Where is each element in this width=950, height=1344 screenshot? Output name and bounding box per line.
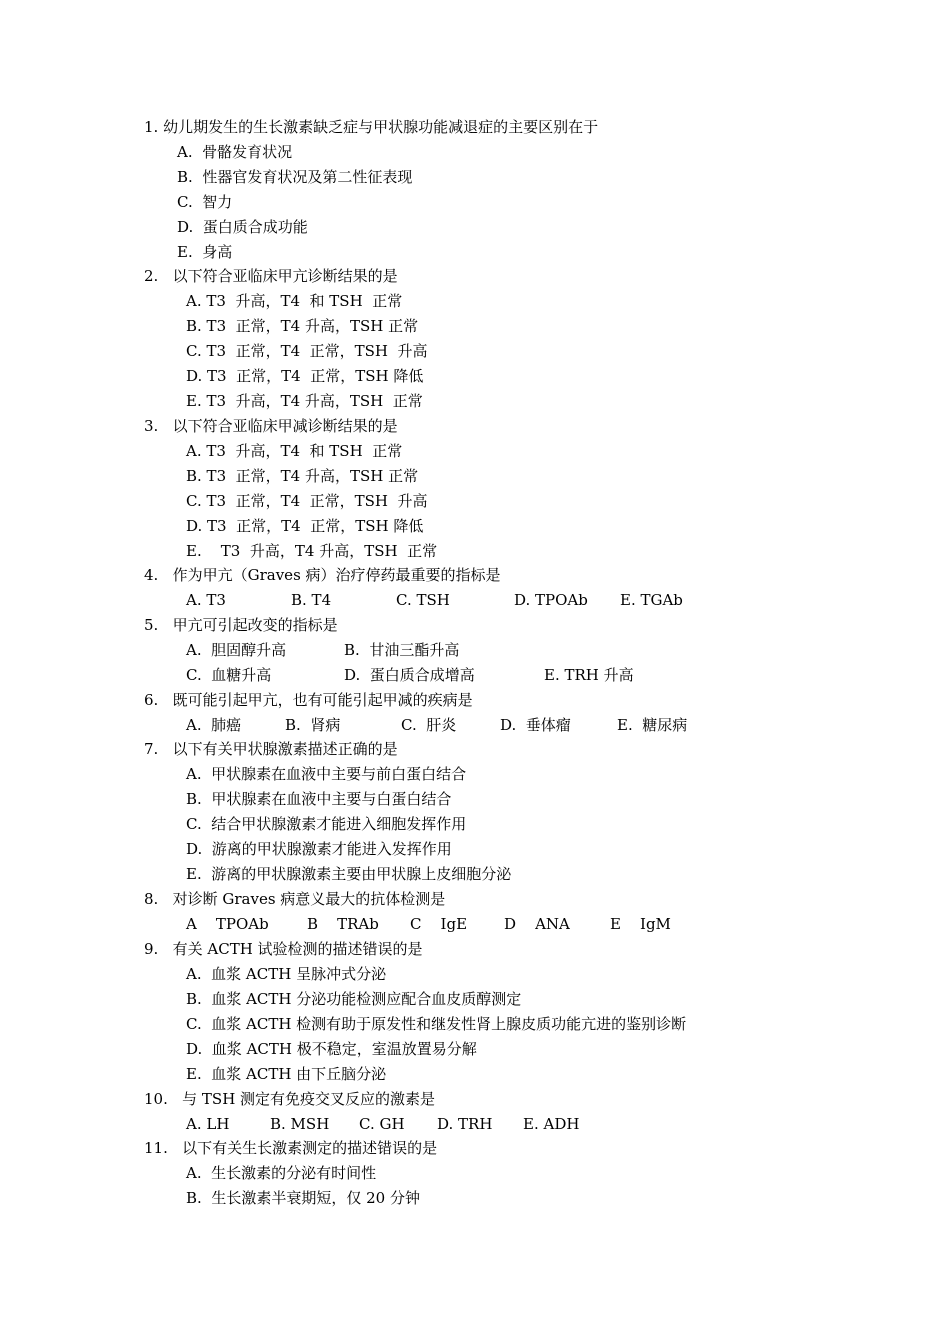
question-10-option-e: E. ADH [523,1115,580,1133]
question-4-option-e: E. TGAb [620,591,683,609]
question-4-option-a: A. T3 [186,591,226,609]
question-10-option-d: D. TRH [437,1115,493,1133]
question-6-option-a: A. 肺癌 [186,716,242,734]
question-8-option-a: A TPOAb [186,915,269,933]
question-9-option-c: C. 血浆 ACTH 检测有助于原发性和继发性肾上腺皮质功能亢进的鉴别诊断 [186,1015,687,1033]
question-5-option-e: E. TRH 升高 [544,666,634,684]
question-7-option-d: D. 游离的甲状腺激素才能进入发挥作用 [186,840,452,858]
question-4-option-c: C. TSH [396,591,450,609]
question-8-stem: 8. 对诊断 Graves 病意义最大的抗体检测是 [144,890,446,908]
question-11-option-a: A. 生长激素的分泌有时间性 [186,1164,377,1182]
question-9-option-e: E. 血浆 ACTH 由下丘脑分泌 [186,1065,387,1083]
question-4-option-d: D. TPOAb [514,591,588,609]
question-3-option-c: C. T3 正常，T4 正常，TSH 升高 [186,492,428,510]
question-8-option-b: B TRAb [307,915,379,933]
question-9-option-b: B. 血浆 ACTH 分泌功能检测应配合血皮质醇测定 [186,990,522,1008]
question-7-option-b: B. 甲状腺素在血液中主要与白蛋白结合 [186,790,452,808]
question-4-stem: 4. 作为甲亢（Graves 病）治疗停药最重要的指标是 [144,566,501,584]
question-2-option-e: E. T3 升高，T4 升高，TSH 正常 [186,392,423,410]
question-2-option-b: B. T3 正常，T4 升高，TSH 正常 [186,317,419,335]
question-1-option-b: B. 性器官发育状况及第二性征表现 [177,168,413,186]
question-6-option-c: C. 肝炎 [401,716,457,734]
question-6-option-e: E. 糖尿病 [617,716,688,734]
question-7-option-c: C. 结合甲状腺激素才能进入细胞发挥作用 [186,815,467,833]
question-2-option-c: C. T3 正常，T4 正常，TSH 升高 [186,342,428,360]
question-5-option-a: A. 胆固醇升高 [186,641,287,659]
question-9-option-a: A. 血浆 ACTH 呈脉冲式分泌 [186,965,387,983]
question-1-stem: 1. 幼儿期发生的生长激素缺乏症与甲状腺功能减退症的主要区别在于 [144,118,599,136]
question-1-option-d: D. 蛋白质合成功能 [177,218,308,236]
question-5-stem: 5. 甲亢可引起改变的指标是 [144,616,338,634]
question-8-option-c: C IgE [410,915,468,933]
question-7-stem: 7. 以下有关甲状腺激素描述正确的是 [144,740,398,758]
question-1-option-a: A. 骨骼发育状况 [177,143,293,161]
question-5-option-b: B. 甘油三酯升高 [344,641,460,659]
question-10-option-c: C. GH [359,1115,405,1133]
question-10-stem: 10. 与 TSH 测定有免疫交叉反应的激素是 [144,1090,436,1108]
question-3-stem: 3. 以下符合亚临床甲减诊断结果的是 [144,417,398,435]
question-9-option-d: D. 血浆 ACTH 极不稳定，室温放置易分解 [186,1040,477,1058]
question-3-option-d: D. T3 正常，T4 正常，TSH 降低 [186,517,424,535]
question-2-option-a: A. T3 升高，T4 和 TSH 正常 [186,292,403,310]
question-5-option-d: D. 蛋白质合成增高 [344,666,475,684]
question-6-option-d: D. 垂体瘤 [500,716,571,734]
question-11-option-b: B. 生长激素半衰期短，仅 20 分钟 [186,1189,420,1207]
question-10-option-b: B. MSH [270,1115,330,1133]
question-4-option-b: B. T4 [291,591,332,609]
question-8-option-d: D ANA [504,915,570,933]
question-8-option-e: E IgM [610,915,671,933]
question-2-option-d: D. T3 正常，T4 正常，TSH 降低 [186,367,424,385]
question-10-option-a: A. LH [186,1115,230,1133]
question-3-option-a: A. T3 升高，T4 和 TSH 正常 [186,442,403,460]
question-5-option-c: C. 血糖升高 [186,666,272,684]
question-1-option-e: E. 身高 [177,243,233,261]
question-6-option-b: B. 肾病 [285,716,341,734]
question-7-option-e: E. 游离的甲状腺激素主要由甲状腺上皮细胞分泌 [186,865,512,883]
question-6-stem: 6. 既可能引起甲亢，也有可能引起甲减的疾病是 [144,691,473,709]
question-11-stem: 11. 以下有关生长激素测定的描述错误的是 [144,1139,438,1157]
question-3-option-e: E. T3 升高，T4 升高，TSH 正常 [186,542,438,560]
question-7-option-a: A. 甲状腺素在血液中主要与前白蛋白结合 [186,765,467,783]
question-2-stem: 2. 以下符合亚临床甲亢诊断结果的是 [144,267,398,285]
question-1-option-c: C. 智力 [177,193,233,211]
question-9-stem: 9. 有关 ACTH 试验检测的描述错误的是 [144,940,423,958]
question-3-option-b: B. T3 正常，T4 升高，TSH 正常 [186,467,419,485]
